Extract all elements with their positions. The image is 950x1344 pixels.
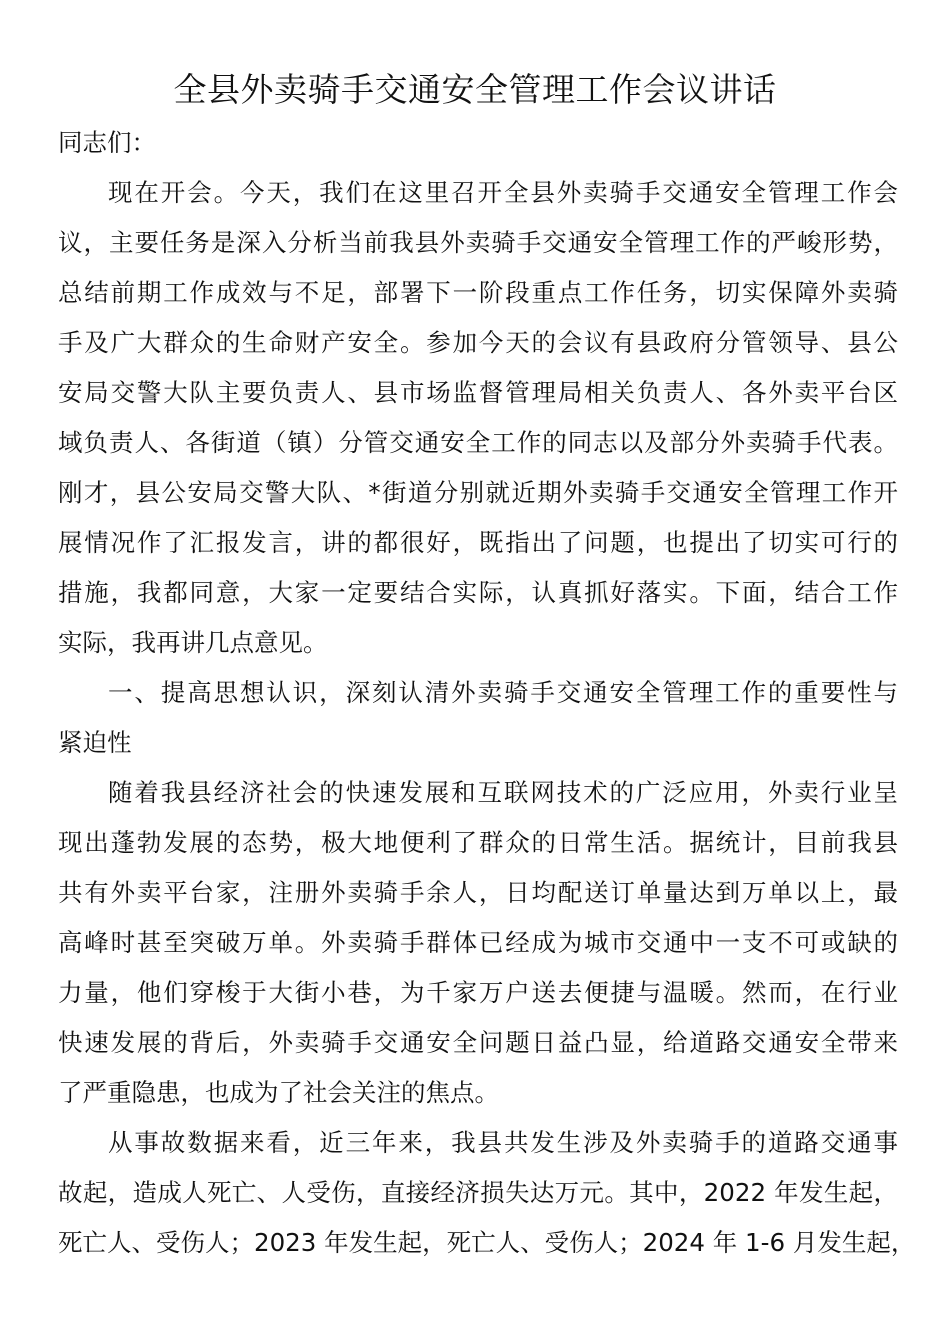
- paragraph-line: 现在开会。今天，我们在这里召开全县外卖骑手交通安全管理工作会: [108, 178, 898, 207]
- paragraph-line: 故起，造成人死亡、人受伤，直接经济损失达万元。其中，2022 年发生起，: [58, 1178, 898, 1207]
- paragraph-line: 死亡人、受伤人；2023 年发生起，死亡人、受伤人；2024 年 1-6 月发生起，: [58, 1228, 916, 1257]
- paragraph-line: 议，主要任务是深入分析当前我县外卖骑手交通安全管理工作的严峻形势，: [58, 228, 898, 257]
- section-heading-line: 紧迫性: [58, 728, 132, 757]
- paragraph-line: 了严重隐患，也成为了社会关注的焦点。: [58, 1078, 499, 1107]
- paragraph-line: 手及广大群众的生命财产安全。参加今天的会议有县政府分管领导、县公: [58, 328, 898, 357]
- paragraph-line: 展情况作了汇报发言，讲的都很好，既指出了问题，也提出了切实可行的: [58, 528, 898, 557]
- paragraph-line: 共有外卖平台家，注册外卖骑手余人，日均配送订单量达到万单以上，最: [58, 878, 898, 907]
- paragraph-line: 从事故数据来看，近三年来，我县共发生涉及外卖骑手的道路交通事: [108, 1128, 898, 1157]
- paragraph-line: 随着我县经济社会的快速发展和互联网技术的广泛应用，外卖行业呈: [108, 778, 898, 807]
- paragraph-line: 安局交警大队主要负责人、县市场监督管理局相关负责人、各外卖平台区: [58, 378, 898, 407]
- paragraph-line: 实际，我再讲几点意见。: [58, 628, 328, 657]
- paragraph-line: 域负责人、各街道（镇）分管交通安全工作的同志以及部分外卖骑手代表。: [58, 428, 898, 457]
- paragraph-line: 措施，我都同意，大家一定要结合实际，认真抓好落实。下面，结合工作: [58, 578, 898, 607]
- document-title: 全县外卖骑手交通安全管理工作会议讲话: [173, 70, 777, 109]
- paragraph-line: 力量，他们穿梭于大街小巷，为千家万户送去便捷与温暖。然而，在行业: [58, 978, 898, 1007]
- salutation: 同志们：: [58, 128, 156, 157]
- paragraph-line: 刚才，县公安局交警大队、*街道分别就近期外卖骑手交通安全管理工作开: [58, 478, 898, 507]
- paragraph-line: 快速发展的背后，外卖骑手交通安全问题日益凸显，给道路交通安全带来: [58, 1028, 898, 1057]
- paragraph-line: 总结前期工作成效与不足，部署下一阶段重点工作任务，切实保障外卖骑: [58, 278, 898, 307]
- paragraph-line: 高峰时甚至突破万单。外卖骑手群体已经成为城市交通中一支不可或缺的: [58, 928, 898, 957]
- document-body: [58, 118, 916, 1268]
- paragraph-line: 现出蓬勃发展的态势，极大地便利了群众的日常生活。据统计，目前我县: [58, 828, 898, 857]
- section-heading-line: 一、提高思想认识，深刻认清外卖骑手交通安全管理工作的重要性与: [108, 678, 898, 707]
